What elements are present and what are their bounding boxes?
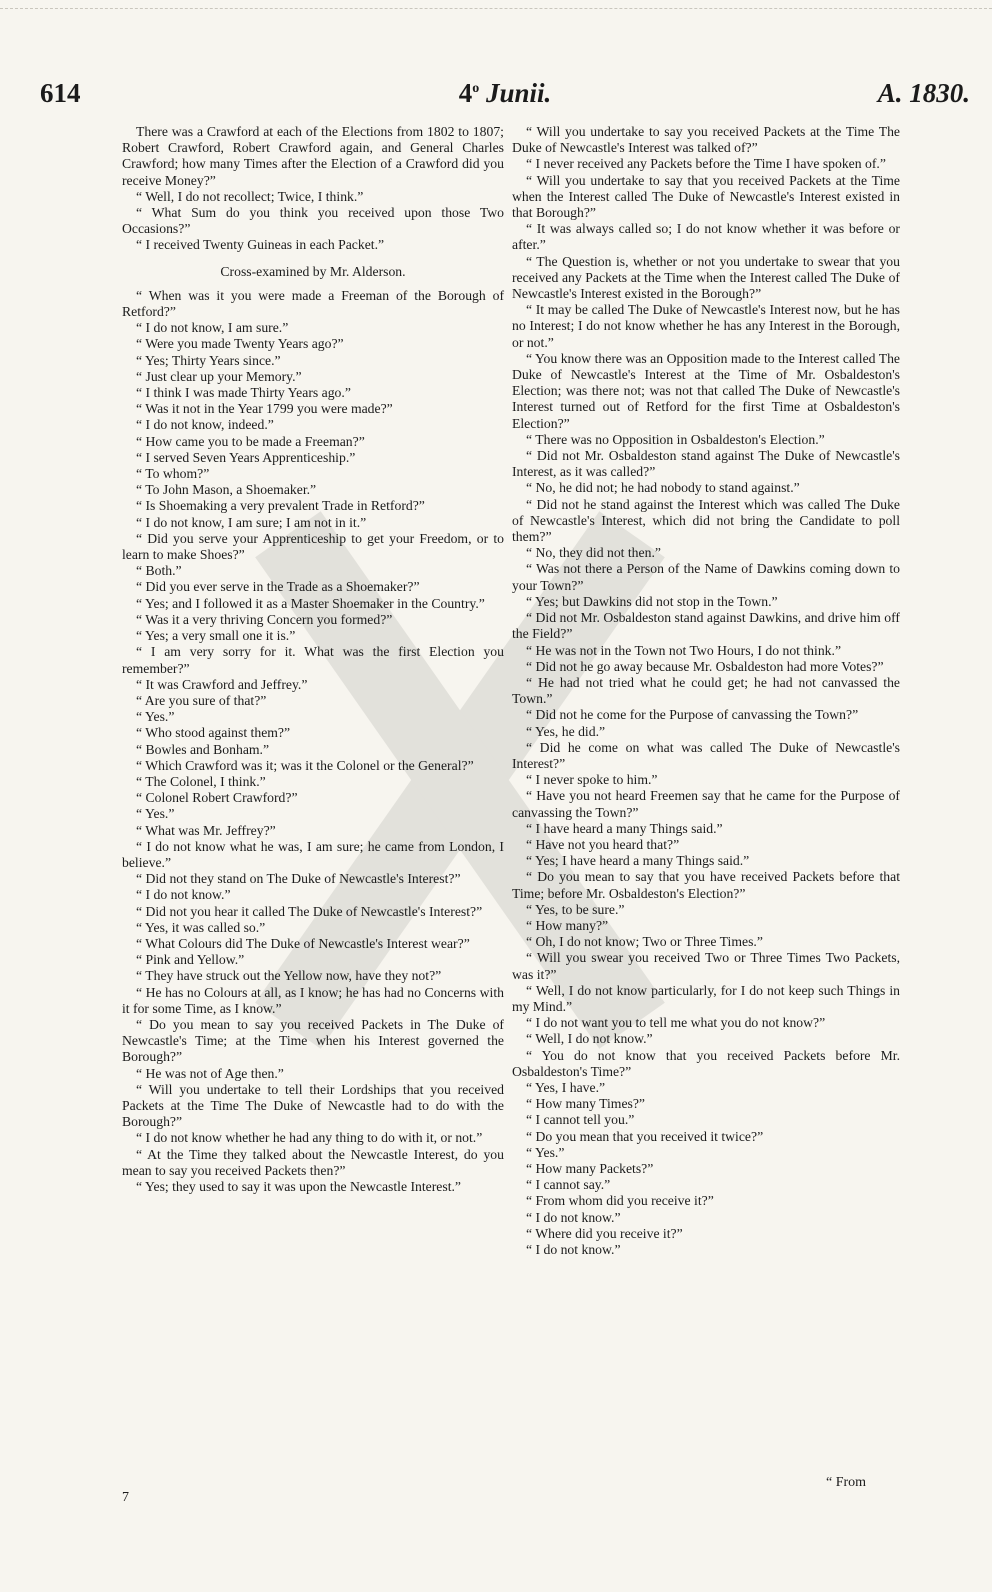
testimony-paragraph: “ What was Mr. Jeffrey?” (136, 822, 276, 838)
testimony-paragraph: “ It was Crawford and Jeffrey.” (136, 676, 308, 692)
testimony-paragraph: “ Yes; but Dawkins did not stop in the Town.” (526, 593, 778, 609)
testimony-paragraph: “ The Colonel, I think.” (136, 773, 266, 789)
testimony-paragraph: “ I never received any Packets before the Time I have spoken of.” (526, 156, 886, 172)
testimony-paragraph: “ I do not know, indeed.” (136, 417, 274, 433)
testimony-paragraph: “ Just clear up your Memory.” (136, 368, 302, 384)
testimony-paragraph: “ Oh, I do not know; Two or Three Times.” (526, 934, 763, 950)
testimony-paragraph: “ At the Time they talked about the Newcastle Interest, do you mean to say you received Packets then?” (122, 1146, 504, 1178)
testimony-paragraph: “ Is Shoemaking a very prevalent Trade in Retford?” (136, 498, 425, 514)
testimony-paragraph: “ Yes.” (136, 806, 175, 822)
testimony-paragraph: “ Did not you hear it called The Duke of Newcastle's Interest?” (136, 903, 483, 919)
testimony-paragraph: “ How many Times?” (526, 1096, 645, 1112)
testimony-paragraph: “ Colonel Robert Crawford?” (136, 790, 298, 806)
testimony-paragraph: “ How many Packets?” (526, 1161, 654, 1176)
testimony-paragraph: “ I cannot say.” (526, 1177, 611, 1193)
testimony-paragraph: “ Do you mean to say that you have received Packets before that Time; before Mr. Osbaldeston's Election?” (512, 869, 900, 901)
testimony-paragraph: “ Did not Mr. Osbaldeston stand against Dawkins, and drive him off the Field?” (512, 610, 900, 642)
testimony-paragraph: “ Did not Mr. Osbaldeston stand against The Duke of Newcastle's Interest, as it was called?” (512, 448, 900, 480)
testimony-paragraph: “ I am very sorry for it. What was the first Election you remember?” (122, 644, 504, 676)
testimony-paragraph: “ I do not want you to tell me what you do not know?” (526, 1015, 826, 1031)
testimony-paragraph: “ Did you ever serve in the Trade as a Shoemaker?” (136, 579, 420, 595)
testimony-paragraph: “ Did not he go away because Mr. Osbaldeston had more Votes?” (526, 658, 884, 674)
testimony-paragraph: “ Will you swear you received Two or Three Times Two Packets, was it?” (512, 950, 900, 982)
testimony-paragraph: “ Yes, to be sure.” (526, 901, 625, 917)
testimony-paragraph: “ Well, I do not know.” (526, 1031, 653, 1047)
testimony-paragraph: “ Will you undertake to say that you received Packets at the Time when the Interest called The Duke of Newcastle's Interest existed in that Borough?” (512, 172, 900, 221)
testimony-paragraph: “ Yes; and I followed it as a Master Shoemaker in the Country.” (136, 595, 485, 611)
testimony-paragraph: “ You know there was an Opposition made to the Interest called The Duke of Newcastle's Interest at the Time of Mr. Osbaldeston's Election; was there not; was not that called The Duke of Newcastle's Interest turned out of Retford for the first Time at Osbaldeston's Election?” (512, 350, 900, 431)
testimony-paragraph: “ He had not tried what he could get; he had not canvassed the Town.” (512, 674, 900, 707)
running-title: 4$^o$ Junii. (458, 78, 552, 108)
testimony-paragraph: “ I served Seven Years Apprenticeship.” (136, 449, 356, 465)
testimony-paragraph: “ Where did you receive it?” (526, 1225, 683, 1241)
testimony-paragraph: “ Bowles and Bonham.” (136, 741, 270, 757)
testimony-paragraph: “ Will you undertake to tell their Lordships that you received Packets at the Time The Duke of Newcastle had to do with the Borough?” (122, 1081, 504, 1130)
testimony-paragraph: “ Yes.” (526, 1144, 565, 1160)
testimony-paragraph: “ Did not they stand on The Duke of Newcastle's Interest?” (136, 871, 461, 887)
testimony-paragraph: There was a Crawford at each of the Elections from 1802 to 1807; Robert Crawford, Robert Crawford again, and General Charles Crawford; how many Times after the Election of a Crawford did you receive Money?” (122, 124, 504, 188)
testimony-paragraph: “ No, he did not; he had nobody to stand against.” (526, 480, 800, 496)
top-dashed-rule (0, 8, 992, 10)
testimony-paragraph: “ I think I was made Thirty Years ago.” (136, 385, 351, 401)
testimony-paragraph: “ What Colours did The Duke of Newcastle's Interest wear?” (136, 935, 470, 951)
testimony-paragraph: “ Did he come on what was called The Duke of Newcastle's Interest?” (512, 739, 900, 771)
testimony-paragraph: “ Was it not in the Year 1799 you were made?” (136, 401, 393, 417)
testimony-paragraph: “ Yes; Thirty Years since.” (136, 352, 281, 368)
testimony-paragraph: “ Yes; they used to say it was upon the Newcastle Interest.” (136, 1179, 462, 1194)
testimony-paragraph: “ Yes, I have.” (526, 1079, 606, 1095)
testimony-paragraph: “ I do not know what he was, I am sure; he came from London, I believe.” (122, 838, 504, 870)
testimony-paragraph: “ No, they did not then.” (526, 545, 661, 561)
testimony-paragraph: “ To whom?” (136, 466, 210, 482)
testimony-paragraph: “ Was it a very thriving Concern you formed?” (136, 611, 393, 627)
testimony-paragraph: “ I have heard a many Things said.” (526, 820, 723, 836)
testimony-paragraph: “ I cannot tell you.” (526, 1112, 635, 1128)
testimony-paragraph: “ Well, I do not recollect; Twice, I think.” (136, 188, 364, 204)
testimony-paragraph: “ Will you undertake to say you received Packets at the Time The Duke of Newcastle's Interest was talked of?” (512, 124, 900, 156)
testimony-paragraph: “ Did not he come for the Purpose of canvassing the Town?” (526, 707, 859, 723)
testimony-paragraph: “ Pink and Yellow.” (136, 952, 245, 968)
testimony-paragraph: “ Are you sure of that?” (136, 692, 267, 708)
testimony-paragraph: “ I do not know, I am sure.” (136, 320, 289, 336)
testimony-paragraph: “ Which Crawford was it; was it the Colonel or the General?” (136, 757, 474, 773)
testimony-paragraph: “ Did not he stand against the Interest which was called The Duke of Newcastle's Interest, which did not bring the Candidate to poll them?” (512, 496, 900, 545)
right-column (512, 124, 900, 1258)
left-column (122, 124, 504, 1195)
testimony-paragraph: “ Do you mean that you received it twice?” (526, 1128, 764, 1144)
testimony-paragraph: “ I do not know.” (526, 1209, 621, 1225)
testimony-paragraph: “ I do not know.” (136, 887, 231, 903)
testimony-paragraph: “ Yes, he did.” (526, 723, 606, 739)
testimony-paragraph: “ You do not know that you received Packets before Mr. Osbaldeston's Time?” (512, 1047, 900, 1079)
testimony-paragraph: “ I never spoke to him.” (526, 772, 658, 788)
testimony-paragraph: “ What Sum do you think you received upon those Two Occasions?” (122, 205, 504, 237)
testimony-paragraph: “ Have you not heard Freemen say that he came for the Purpose of canvassing the Town?” (512, 788, 900, 820)
testimony-paragraph: “ How many?” (526, 917, 609, 933)
testimony-paragraph: “ Who stood against them?” (136, 725, 291, 741)
testimony-paragraph: “ I do not know, I am sure; I am not in it.” (136, 514, 367, 530)
signature-mark: 7 (122, 1490, 129, 1505)
testimony-paragraph: “ He was not of Age then.” (136, 1065, 284, 1081)
testimony-paragraph: “ How came you to be made a Freeman?” (136, 433, 365, 449)
catchword: “ From (826, 1475, 867, 1490)
testimony-paragraph: “ Well, I do not know particularly, for I do not keep such Things in my Mind.” (512, 982, 900, 1014)
testimony-paragraph: “ Was not there a Person of the Name of Dawkins coming down to your Town?” (512, 561, 900, 593)
testimony-paragraph: “ It was always called so; I do not know whether it was before or after.” (512, 221, 900, 253)
testimony-paragraph: “ They have struck out the Yellow now, have they not?” (136, 968, 442, 984)
testimony-paragraph: “ It may be called The Duke of Newcastle's Interest now, but he has no Interest; I do not know whether he has any Interest in the Borough, or not.” (512, 302, 900, 350)
testimony-paragraph: “ The Question is, whether or not you undertake to swear that you received any Packets at the Time when the Interest called The Duke of Newcastle's Interest existed in the Borough?” (512, 253, 900, 302)
testimony-paragraph: “ Yes; I have heard a many Things said.” (526, 853, 750, 869)
testimony-paragraph: “ I do not know.” (526, 1242, 621, 1258)
testimony-paragraph: “ From whom did you receive it?” (526, 1193, 714, 1209)
testimony-paragraph: “ To John Mason, a Shoemaker.” (136, 482, 317, 498)
testimony-paragraph: “ Do you mean to say you received Packets in The Duke of Newcastle's Time; at the Time when his Interest governed the Borough?” (122, 1016, 504, 1065)
testimony-paragraph: “ Were you made Twenty Years ago?” (136, 336, 344, 352)
page-header (40, 78, 970, 118)
testimony-paragraph: “ Have not you heard that?” (526, 836, 680, 852)
year: A. 1830. (877, 78, 970, 108)
testimony-paragraph: “ Did you serve your Apprenticeship to get your Freedom, or to learn to make Shoes?” (122, 530, 504, 563)
section-heading: Cross-examined by Mr. Alderson. (220, 263, 406, 279)
testimony-paragraph: “ He was not in the Town not Two Hours, I do not think.” (526, 642, 842, 658)
testimony-paragraph: “ Yes; a very small one it is.” (136, 628, 296, 644)
testimony-paragraph: “ Both.” (136, 563, 182, 579)
testimony-paragraph: “ He has no Colours at all, as I know; he has had no Concerns with it for some Time, as I know.” (122, 984, 504, 1016)
testimony-paragraph: “ When was it you were made a Freeman of the Borough of Retford?” (122, 287, 504, 320)
page-number: 614 (40, 78, 81, 108)
testimony-paragraph: “ Yes.” (136, 709, 175, 725)
testimony-paragraph: “ I received Twenty Guineas in each Packet.” (136, 237, 385, 253)
testimony-paragraph: “ I do not know whether he had any thing to do with it, or not.” (136, 1130, 483, 1146)
testimony-paragraph: “ There was no Opposition in Osbaldeston's Election.” (526, 431, 825, 447)
testimony-paragraph: “ Yes, it was called so.” (136, 919, 266, 935)
